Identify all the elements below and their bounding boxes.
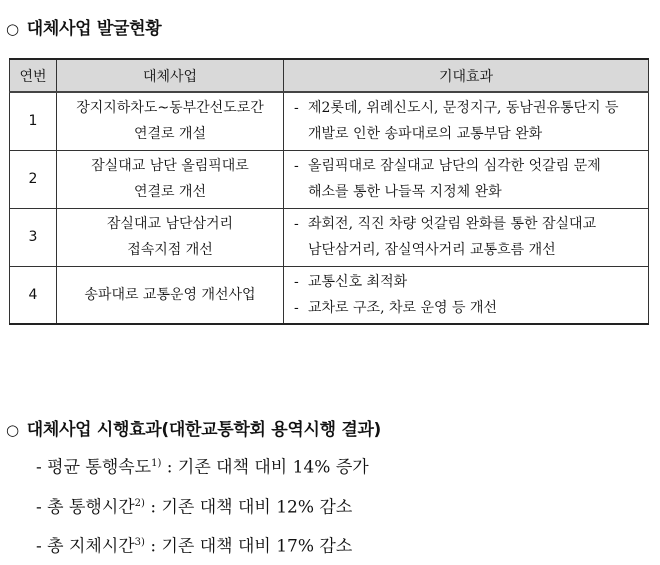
dash-bullet: - xyxy=(294,216,299,232)
project-name xyxy=(57,92,284,150)
header-effect: 기대효과 xyxy=(284,59,649,92)
footnote-mark: 2) xyxy=(134,497,145,509)
effect-text: 남단삼거리, 잠실역사거리 교통흐름 개선 xyxy=(308,242,556,258)
circle-bullet-icon: ○ xyxy=(6,421,19,439)
row-number: 4 xyxy=(10,266,57,324)
table-row xyxy=(10,92,649,150)
section-heading-discovery xyxy=(6,14,161,39)
list-item xyxy=(36,525,369,565)
table-row xyxy=(10,208,649,266)
project-name xyxy=(57,208,284,266)
project-line: 연결로 개설 xyxy=(133,126,207,143)
table-row xyxy=(10,266,649,324)
table-header-row xyxy=(10,59,649,92)
footnote-mark: 1) xyxy=(151,458,162,469)
circle-bullet-icon: ○ xyxy=(6,20,19,38)
section-heading-results xyxy=(6,415,381,440)
result-text: : 기존 대책 대비 17% 감소 xyxy=(144,536,353,557)
project-name xyxy=(57,150,284,208)
project-line: 잠실대교 남단삼거리 xyxy=(106,216,234,232)
alternative-projects-table xyxy=(9,58,649,325)
row-number: 1 xyxy=(10,92,57,150)
result-text: : 기존 대책 대비 12% 감소 xyxy=(144,497,353,518)
project-line: 송파대로 교통운영 개선사업 xyxy=(84,286,256,303)
row-number: 2 xyxy=(10,150,57,208)
expected-effect xyxy=(284,92,649,150)
table-row xyxy=(10,150,649,208)
list-item xyxy=(36,446,369,486)
project-line: 잠실대교 남단 올림픽대로 xyxy=(91,158,249,174)
header-project: 대체사업 xyxy=(57,59,284,92)
effect-text: 제2롯데, 위례신도시, 문정지구, 동남권유통단지 등 xyxy=(308,100,619,117)
effect-text: 올림픽대로 잠실대교 남단의 심각한 엇갈림 문제 xyxy=(308,158,601,174)
header-no: 연번 xyxy=(10,59,57,92)
results-list xyxy=(36,446,369,565)
effect-text: 개발로 인한 송파대로의 교통부담 완화 xyxy=(308,126,543,143)
dash-bullet: - xyxy=(294,158,299,174)
project-line: 장지지하차도~동부간선도로간 xyxy=(76,100,264,117)
dash-bullet: - xyxy=(294,100,299,117)
effect-text: 해소를 통한 나들목 지정체 완화 xyxy=(308,184,502,200)
dash-bullet: - xyxy=(294,273,299,290)
expected-effect xyxy=(284,266,649,324)
result-label: 총 지체시간 xyxy=(47,536,135,557)
dash-bullet: - xyxy=(36,536,42,557)
section-title: 대체사업 시행효과(대한교통학회 용역시행 결과) xyxy=(26,420,382,440)
effect-text: 좌회전, 직진 차량 엇갈림 완화를 통한 잠실대교 xyxy=(308,216,597,232)
project-line: 연결로 개선 xyxy=(133,184,207,200)
result-label: 평균 통행속도 xyxy=(47,457,152,478)
dash-bullet: - xyxy=(36,457,42,478)
section-title: 대체사업 발굴현황 xyxy=(26,19,162,39)
project-name xyxy=(57,266,284,324)
project-line: 접속지점 개선 xyxy=(127,242,213,258)
dash-bullet: - xyxy=(36,497,42,518)
row-number: 3 xyxy=(10,208,57,266)
result-text: : 기존 대책 대비 14% 증가 xyxy=(161,457,369,478)
effect-text: 교통신호 최적화 xyxy=(308,273,408,290)
list-item xyxy=(36,486,369,526)
expected-effect xyxy=(284,150,649,208)
dash-bullet: - xyxy=(294,299,299,316)
footnote-mark: 3) xyxy=(134,537,145,549)
result-label: 총 통행시간 xyxy=(47,497,135,518)
expected-effect xyxy=(284,208,649,266)
effect-text: 교차로 구조, 차로 운영 등 개선 xyxy=(308,299,497,316)
